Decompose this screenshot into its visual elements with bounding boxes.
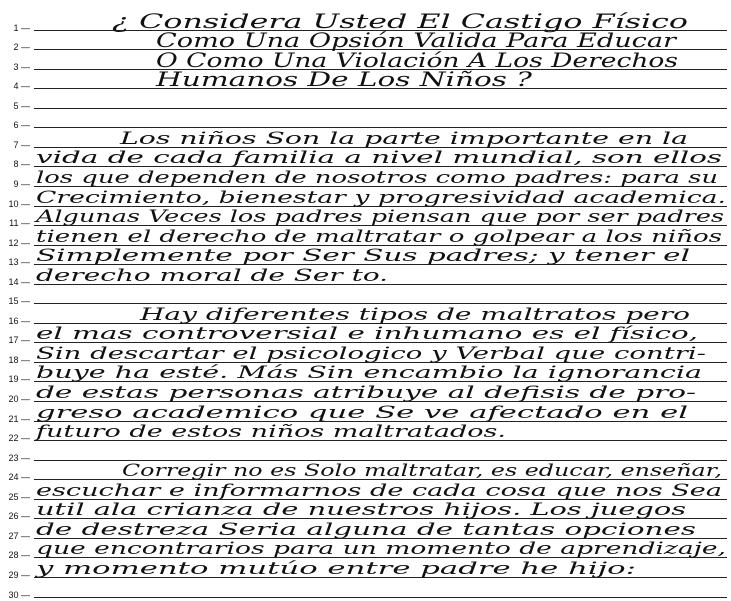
- handwritten-text: de estas personas atribuye al defisis de pro-: [36, 383, 696, 404]
- handwritten-text: vida de cada familia a nivel mundial, son ellos: [36, 148, 722, 169]
- essay-title-text: ¿ Considera Usted El Castigo Físico: [112, 8, 688, 33]
- handwritten-text: buye ha esté. Más Sin encambio la ignorancia: [36, 363, 702, 384]
- line-number: 27 —: [4, 531, 30, 541]
- line-number: 6 —: [4, 120, 30, 130]
- line-number: 18 —: [4, 355, 30, 365]
- essay-title-text: O Como Una Violación A Los Derechos: [156, 47, 678, 72]
- handwritten-text: Simplemente por Ser Sus padres; y tener el: [36, 246, 690, 267]
- line-number: 9 —: [4, 179, 30, 189]
- handwritten-text: Hay diferentes tipos de maltratos pero: [140, 304, 690, 325]
- line-number: 17 —: [4, 335, 30, 345]
- handwritten-text: Crecimiento, bienestar y progresividad academica.: [36, 187, 726, 208]
- line-number: 21 —: [4, 414, 30, 424]
- line-number: 12 —: [4, 238, 30, 248]
- essay-title-text: Humanos De Los Niños ?: [156, 67, 532, 92]
- handwritten-text: Los niños Son la parte importante en la: [120, 128, 688, 149]
- line-number: 28 —: [4, 550, 30, 560]
- line-number: 5 —: [4, 101, 30, 111]
- line-number: 29 —: [4, 570, 30, 580]
- essay-title-text: Como Una Opsión Valida Para Educar: [156, 28, 676, 53]
- line-number: 11 —: [4, 218, 30, 228]
- handwritten-text: tienen el derecho de maltratar o golpear a los niños: [36, 226, 722, 247]
- line-number: 24 —: [4, 472, 30, 482]
- essay-line: [0, 581, 731, 601]
- ruled-line: [34, 108, 727, 109]
- ruled-line: [34, 597, 727, 598]
- handwritten-text: Corregir no es Solo maltratar, es educar, enseñar,: [122, 461, 722, 482]
- line-number: 22 —: [4, 433, 30, 443]
- handwritten-text: util ala crianza de nuestros hijos. Los juegos: [36, 500, 686, 521]
- line-number: 1 —: [4, 23, 30, 33]
- handwritten-text: de destreza Seria alguna de tantas opciones: [36, 519, 696, 540]
- line-number: 4 —: [4, 81, 30, 91]
- line-number: 25 —: [4, 492, 30, 502]
- line-number: 20 —: [4, 394, 30, 404]
- essay-line: [0, 67, 731, 93]
- handwritten-text: Sin descartar el psicologico y Verbal que contri-: [36, 343, 706, 364]
- line-number: 16 —: [4, 316, 30, 326]
- line-number: 8 —: [4, 159, 30, 169]
- handwritten-text: Algunas Veces los padres piensan que por ser padres: [36, 207, 724, 228]
- line-number: 23 —: [4, 453, 30, 463]
- essay-line: [0, 92, 731, 112]
- line-number: 7 —: [4, 140, 30, 150]
- line-number: 19 —: [4, 374, 30, 384]
- handwritten-text: escuchar e informarnos de cada cosa que nos Sea: [36, 480, 722, 501]
- line-number: 14 —: [4, 277, 30, 287]
- handwritten-text: derecho moral de Ser to.: [36, 265, 388, 286]
- line-number: 2 —: [4, 42, 30, 52]
- handwritten-text: que encontrarios para un momento de aprendizaje,: [36, 539, 726, 560]
- handwritten-text: greso academico que Se ve afectado en el: [36, 402, 688, 423]
- handwritten-text: los que dependen de nosotros como padres: para su: [36, 167, 718, 188]
- essay-line: [0, 265, 731, 288]
- handwritten-text: futuro de estos niños maltratados.: [36, 422, 506, 443]
- line-number: 13 —: [4, 257, 30, 267]
- essay-line: [0, 422, 731, 445]
- handwritten-text: y momento mutúo entre padre he hijo:: [36, 558, 636, 579]
- line-number: 10 —: [4, 199, 30, 209]
- line-number: 30 —: [4, 590, 30, 600]
- line-number: 26 —: [4, 511, 30, 521]
- essay-line: [0, 558, 731, 581]
- handwritten-text: el mas controversial e inhumano es el físico,: [36, 324, 698, 345]
- line-number: 3 —: [4, 62, 30, 72]
- line-number: 15 —: [4, 296, 30, 306]
